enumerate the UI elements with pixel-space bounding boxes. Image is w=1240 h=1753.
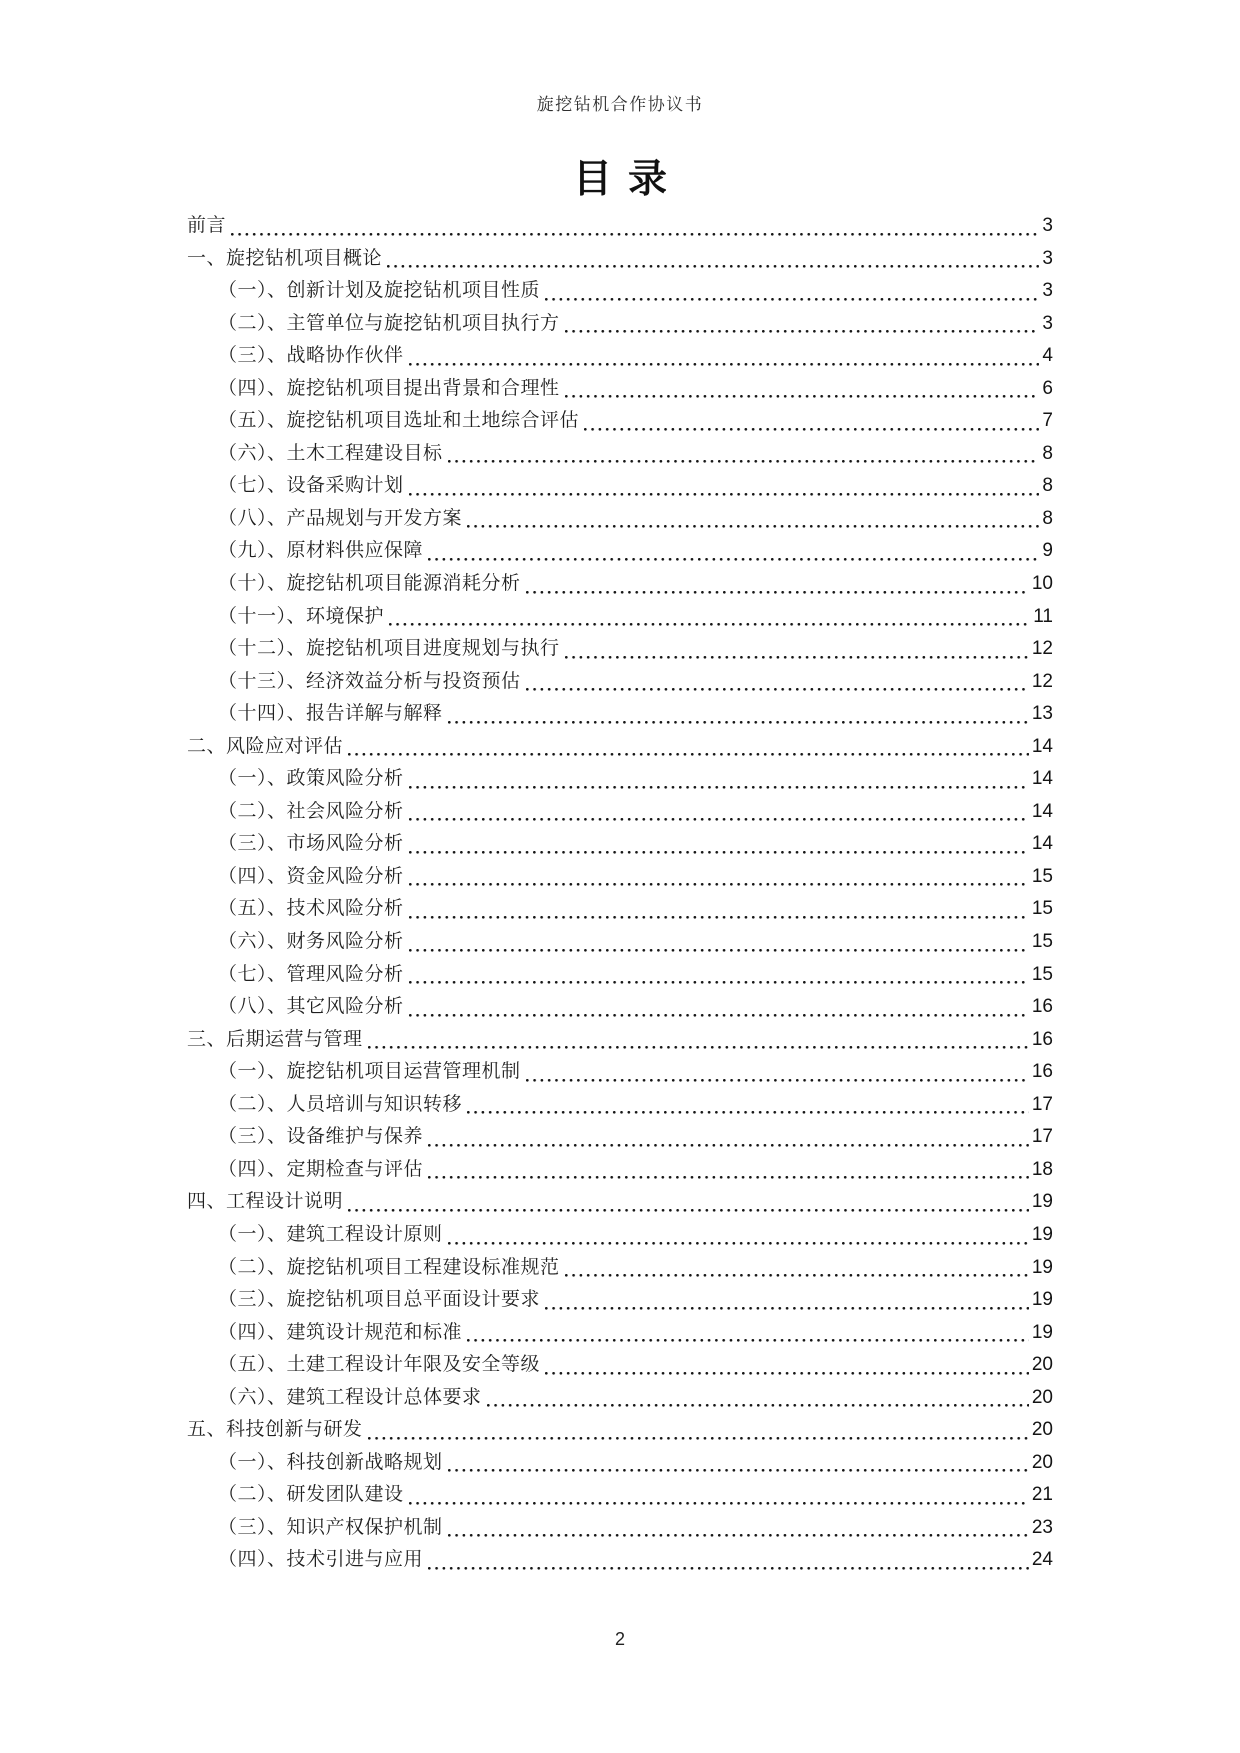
toc-entry-page-number: 14 <box>1031 833 1053 855</box>
dot-leader <box>526 591 1029 594</box>
toc-entry <box>187 470 1053 503</box>
toc-entry-page-number: 16 <box>1031 1028 1053 1050</box>
toc-entry <box>187 959 1053 992</box>
toc-entry <box>187 666 1053 699</box>
dot-leader <box>448 1534 1029 1537</box>
toc-entry <box>187 1414 1053 1447</box>
toc-entry-label: （八）、产品规划与开发方案 <box>218 507 463 529</box>
toc-entry <box>187 210 1053 243</box>
toc-entry <box>187 340 1053 373</box>
toc-entry <box>187 1089 1053 1122</box>
toc-entry-label: （十四）、报告详解与解释 <box>218 703 443 725</box>
toc-entry-page-number: 3 <box>1042 312 1053 334</box>
toc-entry-label: （十一）、环境保护 <box>218 605 385 627</box>
toc-entry <box>187 1284 1053 1317</box>
toc-entry <box>187 601 1053 634</box>
toc-entry <box>187 1349 1053 1382</box>
toc-entry <box>187 568 1053 601</box>
toc-entry-label: （三）、战略协作伙伴 <box>218 345 404 367</box>
toc-entry-page-number: 3 <box>1042 280 1053 302</box>
dot-leader <box>526 1079 1029 1082</box>
toc-entry-label: （三）、市场风险分析 <box>218 833 404 855</box>
dot-leader <box>409 1014 1029 1017</box>
toc-entry-page-number: 21 <box>1031 1484 1053 1506</box>
toc-entry-label: （二）、人员培训与知识转移 <box>218 1093 463 1115</box>
toc-entry-page-number: 20 <box>1031 1451 1053 1473</box>
toc-entry-page-number: 23 <box>1031 1516 1053 1538</box>
dot-leader <box>428 1567 1029 1570</box>
dot-leader <box>565 395 1040 398</box>
dot-leader <box>565 656 1029 659</box>
toc-entry-page-number: 9 <box>1042 540 1053 562</box>
toc-entry-label: （八）、其它风险分析 <box>218 996 404 1018</box>
toc-entry-label: （四）、资金风险分析 <box>218 865 404 887</box>
toc-entry-page-number: 18 <box>1031 1158 1053 1180</box>
toc-entry <box>187 1479 1053 1512</box>
toc-entry-label: （五）、旋挖钻机项目选址和土地综合评估 <box>218 410 580 432</box>
dot-leader <box>428 1144 1029 1147</box>
toc-entry-label: （三）、旋挖钻机项目总平面设计要求 <box>218 1289 541 1311</box>
dot-leader <box>387 265 1039 268</box>
toc-entry <box>187 1186 1053 1219</box>
toc-entry <box>187 1382 1053 1415</box>
toc-entry-page-number: 19 <box>1031 1256 1053 1278</box>
toc-entry <box>187 828 1053 861</box>
toc-page-title: 目录 <box>572 158 683 201</box>
dot-leader <box>448 1469 1029 1472</box>
toc-entry-page-number: 8 <box>1042 475 1053 497</box>
toc-entry-page-number: 16 <box>1031 1061 1053 1083</box>
toc-entry-label: （十）、旋挖钻机项目能源消耗分析 <box>218 573 521 595</box>
dot-leader <box>584 428 1039 431</box>
dot-leader <box>348 1209 1029 1212</box>
dot-leader <box>487 1404 1029 1407</box>
dot-leader <box>409 883 1029 886</box>
toc-entry <box>187 1252 1053 1285</box>
dot-leader <box>467 1111 1029 1114</box>
toc-entry-label: （一）、创新计划及旋挖钻机项目性质 <box>218 280 541 302</box>
toc-entry-page-number: 15 <box>1031 963 1053 985</box>
toc-entry-label: 四、工程设计说明 <box>187 1191 344 1213</box>
toc-entry-page-number: 24 <box>1031 1549 1053 1571</box>
page-number: 2 <box>614 1629 625 1649</box>
toc-entry-label: （二）、旋挖钻机项目工程建设标准规范 <box>218 1256 560 1278</box>
dot-leader <box>448 460 1040 463</box>
toc-entry <box>187 275 1053 308</box>
toc-entry-label: （五）、土建工程设计年限及安全等级 <box>218 1354 541 1376</box>
dot-leader <box>348 753 1029 756</box>
toc-entry <box>187 893 1053 926</box>
toc-entry-label: （六）、建筑工程设计总体要求 <box>218 1386 482 1408</box>
dot-leader <box>565 1274 1029 1277</box>
dot-leader <box>409 916 1029 919</box>
toc-entry-label: （二）、研发团队建设 <box>218 1484 404 1506</box>
dot-leader <box>409 786 1029 789</box>
dot-leader <box>448 721 1029 724</box>
toc-entry-page-number: 19 <box>1031 1223 1053 1245</box>
dot-leader <box>467 1339 1029 1342</box>
toc-entry-page-number: 19 <box>1031 1191 1053 1213</box>
toc-entry-page-number: 12 <box>1031 670 1053 692</box>
toc-entry <box>187 1512 1053 1545</box>
toc-entry-label: （三）、设备维护与保养 <box>218 1126 424 1148</box>
toc-entry-page-number: 8 <box>1042 442 1053 464</box>
toc-entry <box>187 1317 1053 1350</box>
toc-entry-page-number: 17 <box>1031 1126 1053 1148</box>
toc-entry-page-number: 3 <box>1042 247 1053 269</box>
toc-entry-label: （七）、管理风险分析 <box>218 963 404 985</box>
dot-leader <box>467 525 1039 528</box>
dot-leader <box>526 688 1029 691</box>
toc-entry <box>187 1544 1053 1577</box>
toc-entry-page-number: 15 <box>1031 898 1053 920</box>
toc-entry-page-number: 10 <box>1031 573 1053 595</box>
toc-entry-page-number: 20 <box>1031 1354 1053 1376</box>
toc-entry-label: （三）、知识产权保护机制 <box>218 1516 443 1538</box>
toc-entry <box>187 535 1053 568</box>
dot-leader <box>409 981 1029 984</box>
toc-entry-label: （六）、财务风险分析 <box>218 931 404 953</box>
toc-entry <box>187 243 1053 276</box>
toc-entry <box>187 1121 1053 1154</box>
dot-leader <box>545 298 1039 301</box>
toc-entry-page-number: 20 <box>1031 1386 1053 1408</box>
toc-entry-label: 二、风险应对评估 <box>187 735 344 757</box>
toc-entry <box>187 926 1053 959</box>
toc-entry-page-number: 14 <box>1031 768 1053 790</box>
dot-leader <box>545 1307 1029 1310</box>
dot-leader <box>409 851 1029 854</box>
toc-entry-page-number: 15 <box>1031 931 1053 953</box>
dot-leader <box>409 363 1040 366</box>
toc-entry-page-number: 11 <box>1033 605 1053 627</box>
toc-entry <box>187 698 1053 731</box>
toc-entry-label: 一、旋挖钻机项目概论 <box>187 247 383 269</box>
dot-leader <box>565 330 1040 333</box>
toc-entry-label: （六）、土木工程建设目标 <box>218 442 443 464</box>
toc-entry-page-number: 3 <box>1042 215 1053 236</box>
toc-entry-page-number: 15 <box>1031 865 1053 887</box>
toc-entry <box>187 438 1053 471</box>
toc-entry <box>187 861 1053 894</box>
toc-entry-page-number: 14 <box>1031 800 1053 822</box>
toc-entry-page-number: 19 <box>1031 1321 1053 1343</box>
toc-entry <box>187 405 1053 438</box>
toc-entry-page-number: 6 <box>1042 377 1053 399</box>
toc-entry <box>187 796 1053 829</box>
toc-list <box>187 210 1053 1577</box>
toc-entry <box>187 763 1053 796</box>
dot-leader <box>368 1046 1029 1049</box>
toc-entry <box>187 1056 1053 1089</box>
toc-entry-page-number: 12 <box>1031 638 1053 660</box>
toc-entry <box>187 373 1053 406</box>
toc-entry <box>187 308 1053 341</box>
toc-entry-label: （一）、旋挖钻机项目运营管理机制 <box>218 1061 521 1083</box>
dot-leader <box>428 558 1039 561</box>
toc-entry-label: （二）、主管单位与旋挖钻机项目执行方 <box>218 312 560 334</box>
toc-entry-label: 五、科技创新与研发 <box>187 1419 363 1441</box>
dot-leader <box>409 1502 1029 1505</box>
toc-entry-page-number: 16 <box>1031 996 1053 1018</box>
document-header-title: 旋挖钻机合作协议书 <box>536 95 704 114</box>
toc-entry-label: （十三）、经济效益分析与投资预估 <box>218 670 521 692</box>
toc-entry-page-number: 17 <box>1031 1093 1053 1115</box>
toc-entry <box>187 503 1053 536</box>
toc-entry-label: （五）、技术风险分析 <box>218 898 404 920</box>
toc-entry-page-number: 13 <box>1031 703 1053 725</box>
dot-leader <box>409 493 1040 496</box>
toc-entry-label: （四）、技术引进与应用 <box>218 1549 424 1571</box>
toc-entry-label: （七）、设备采购计划 <box>218 475 404 497</box>
dot-leader <box>409 818 1029 821</box>
dot-leader <box>448 1242 1029 1245</box>
toc-entry-label: （十二）、旋挖钻机项目进度规划与执行 <box>218 638 560 660</box>
toc-entry-label: 三、后期运营与管理 <box>187 1028 363 1050</box>
toc-entry-label: （四）、建筑设计规范和标准 <box>218 1321 463 1343</box>
toc-entry <box>187 991 1053 1024</box>
toc-entry <box>187 1447 1053 1480</box>
toc-entry <box>187 1024 1053 1057</box>
toc-entry <box>187 1154 1053 1187</box>
toc-entry-label: （二）、社会风险分析 <box>218 800 404 822</box>
toc-entry-label: （四）、旋挖钻机项目提出背景和合理性 <box>218 377 560 399</box>
dot-leader <box>389 623 1030 626</box>
dot-leader <box>409 949 1029 952</box>
toc-entry-label: （一）、建筑工程设计原则 <box>218 1223 443 1245</box>
toc-entry <box>187 633 1053 666</box>
toc-entry-page-number: 7 <box>1042 410 1053 432</box>
toc-entry-page-number: 14 <box>1031 735 1053 757</box>
toc-entry-page-number: 4 <box>1042 345 1053 367</box>
toc-entry <box>187 731 1053 764</box>
toc-entry-label: （一）、政策风险分析 <box>218 768 404 790</box>
toc-entry-page-number: 20 <box>1031 1419 1053 1441</box>
toc-entry-label: （四）、定期检查与评估 <box>218 1158 424 1180</box>
dot-leader <box>368 1437 1029 1440</box>
toc-entry-page-number: 8 <box>1042 507 1053 529</box>
toc-entry-label: 前言 <box>187 215 227 236</box>
toc-entry-label: （一）、科技创新战略规划 <box>218 1451 443 1473</box>
dot-leader <box>231 233 1039 236</box>
toc-entry <box>187 1219 1053 1252</box>
toc-entry-label: （九）、原材料供应保障 <box>218 540 424 562</box>
toc-entry-page-number: 19 <box>1031 1289 1053 1311</box>
dot-leader <box>428 1176 1029 1179</box>
dot-leader <box>545 1372 1029 1375</box>
